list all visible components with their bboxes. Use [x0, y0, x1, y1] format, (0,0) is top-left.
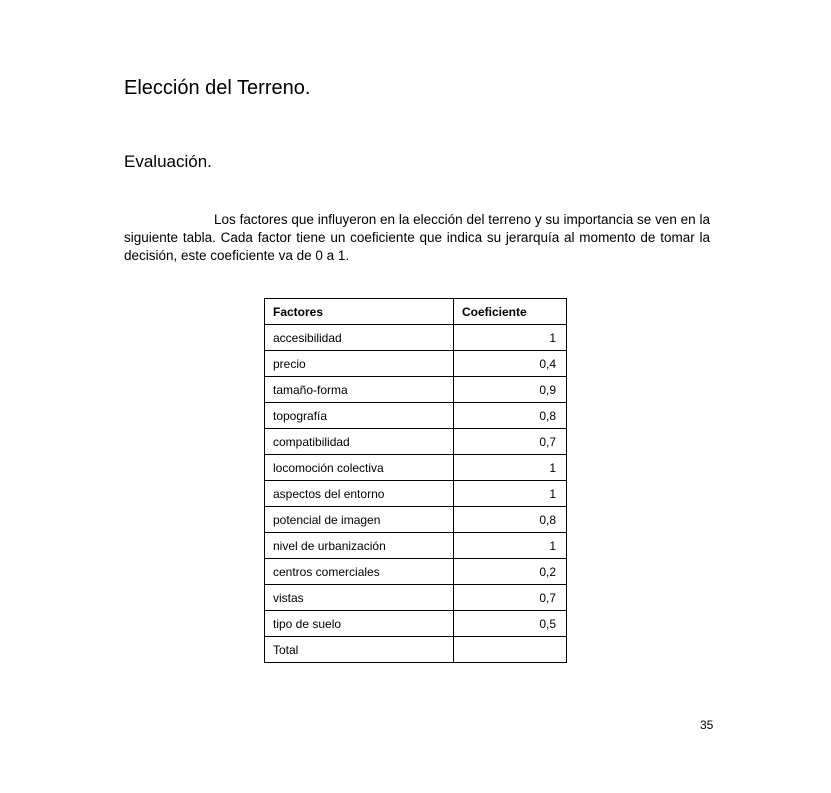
factor-cell: accesibilidad	[265, 325, 454, 351]
table-row	[265, 455, 567, 481]
coef-cell: 1	[454, 325, 567, 351]
factor-cell: tipo de suelo	[265, 611, 454, 637]
coef-cell: 0,5	[454, 611, 567, 637]
factor-cell: tamaño-forma	[265, 377, 454, 403]
table-row	[265, 377, 567, 403]
table-row	[265, 533, 567, 559]
table-row	[265, 507, 567, 533]
table-row	[265, 403, 567, 429]
factor-cell: potencial de imagen	[265, 507, 454, 533]
coef-cell: 0,8	[454, 507, 567, 533]
total-value-cell	[454, 637, 567, 663]
table-row	[265, 585, 567, 611]
factor-cell: compatibilidad	[265, 429, 454, 455]
coef-cell: 0,2	[454, 559, 567, 585]
coef-cell: 0,8	[454, 403, 567, 429]
coef-cell: 0,4	[454, 351, 567, 377]
intro-paragraph: Los factores que influyeron en la elección del terreno y su importancia se ven en la siguiente tabla. Cada factor tiene un coeficiente que indica su jerarquía al momento de tomar la decisión, este coeficiente va de 0 a 1.	[124, 212, 710, 263]
header-coeficiente: Coeficiente	[454, 299, 567, 325]
factor-cell: centros comerciales	[265, 559, 454, 585]
factor-cell: aspectos del entorno	[265, 481, 454, 507]
table-row	[265, 429, 567, 455]
table-total-row	[265, 637, 567, 663]
coef-cell: 0,9	[454, 377, 567, 403]
coef-cell: 0,7	[454, 585, 567, 611]
table-row	[265, 325, 567, 351]
coef-cell: 1	[454, 533, 567, 559]
total-label-cell: Total	[265, 637, 454, 663]
page-title: Elección del Terreno.	[124, 77, 311, 99]
coef-cell: 0,7	[454, 429, 567, 455]
header-factores: Factores	[265, 299, 454, 325]
table-row	[265, 559, 567, 585]
factor-cell: locomoción colectiva	[265, 455, 454, 481]
factors-table	[264, 298, 567, 663]
factors-table-container	[264, 298, 567, 663]
factor-cell: nivel de urbanización	[265, 533, 454, 559]
coef-cell: 1	[454, 455, 567, 481]
factor-cell: vistas	[265, 585, 454, 611]
factor-cell: precio	[265, 351, 454, 377]
table-header-row	[265, 299, 567, 325]
factor-cell: topografía	[265, 403, 454, 429]
table-row	[265, 611, 567, 637]
page-number: 35	[700, 718, 714, 732]
table-row	[265, 481, 567, 507]
table-row	[265, 351, 567, 377]
section-subtitle: Evaluación.	[124, 152, 212, 171]
coef-cell: 1	[454, 481, 567, 507]
